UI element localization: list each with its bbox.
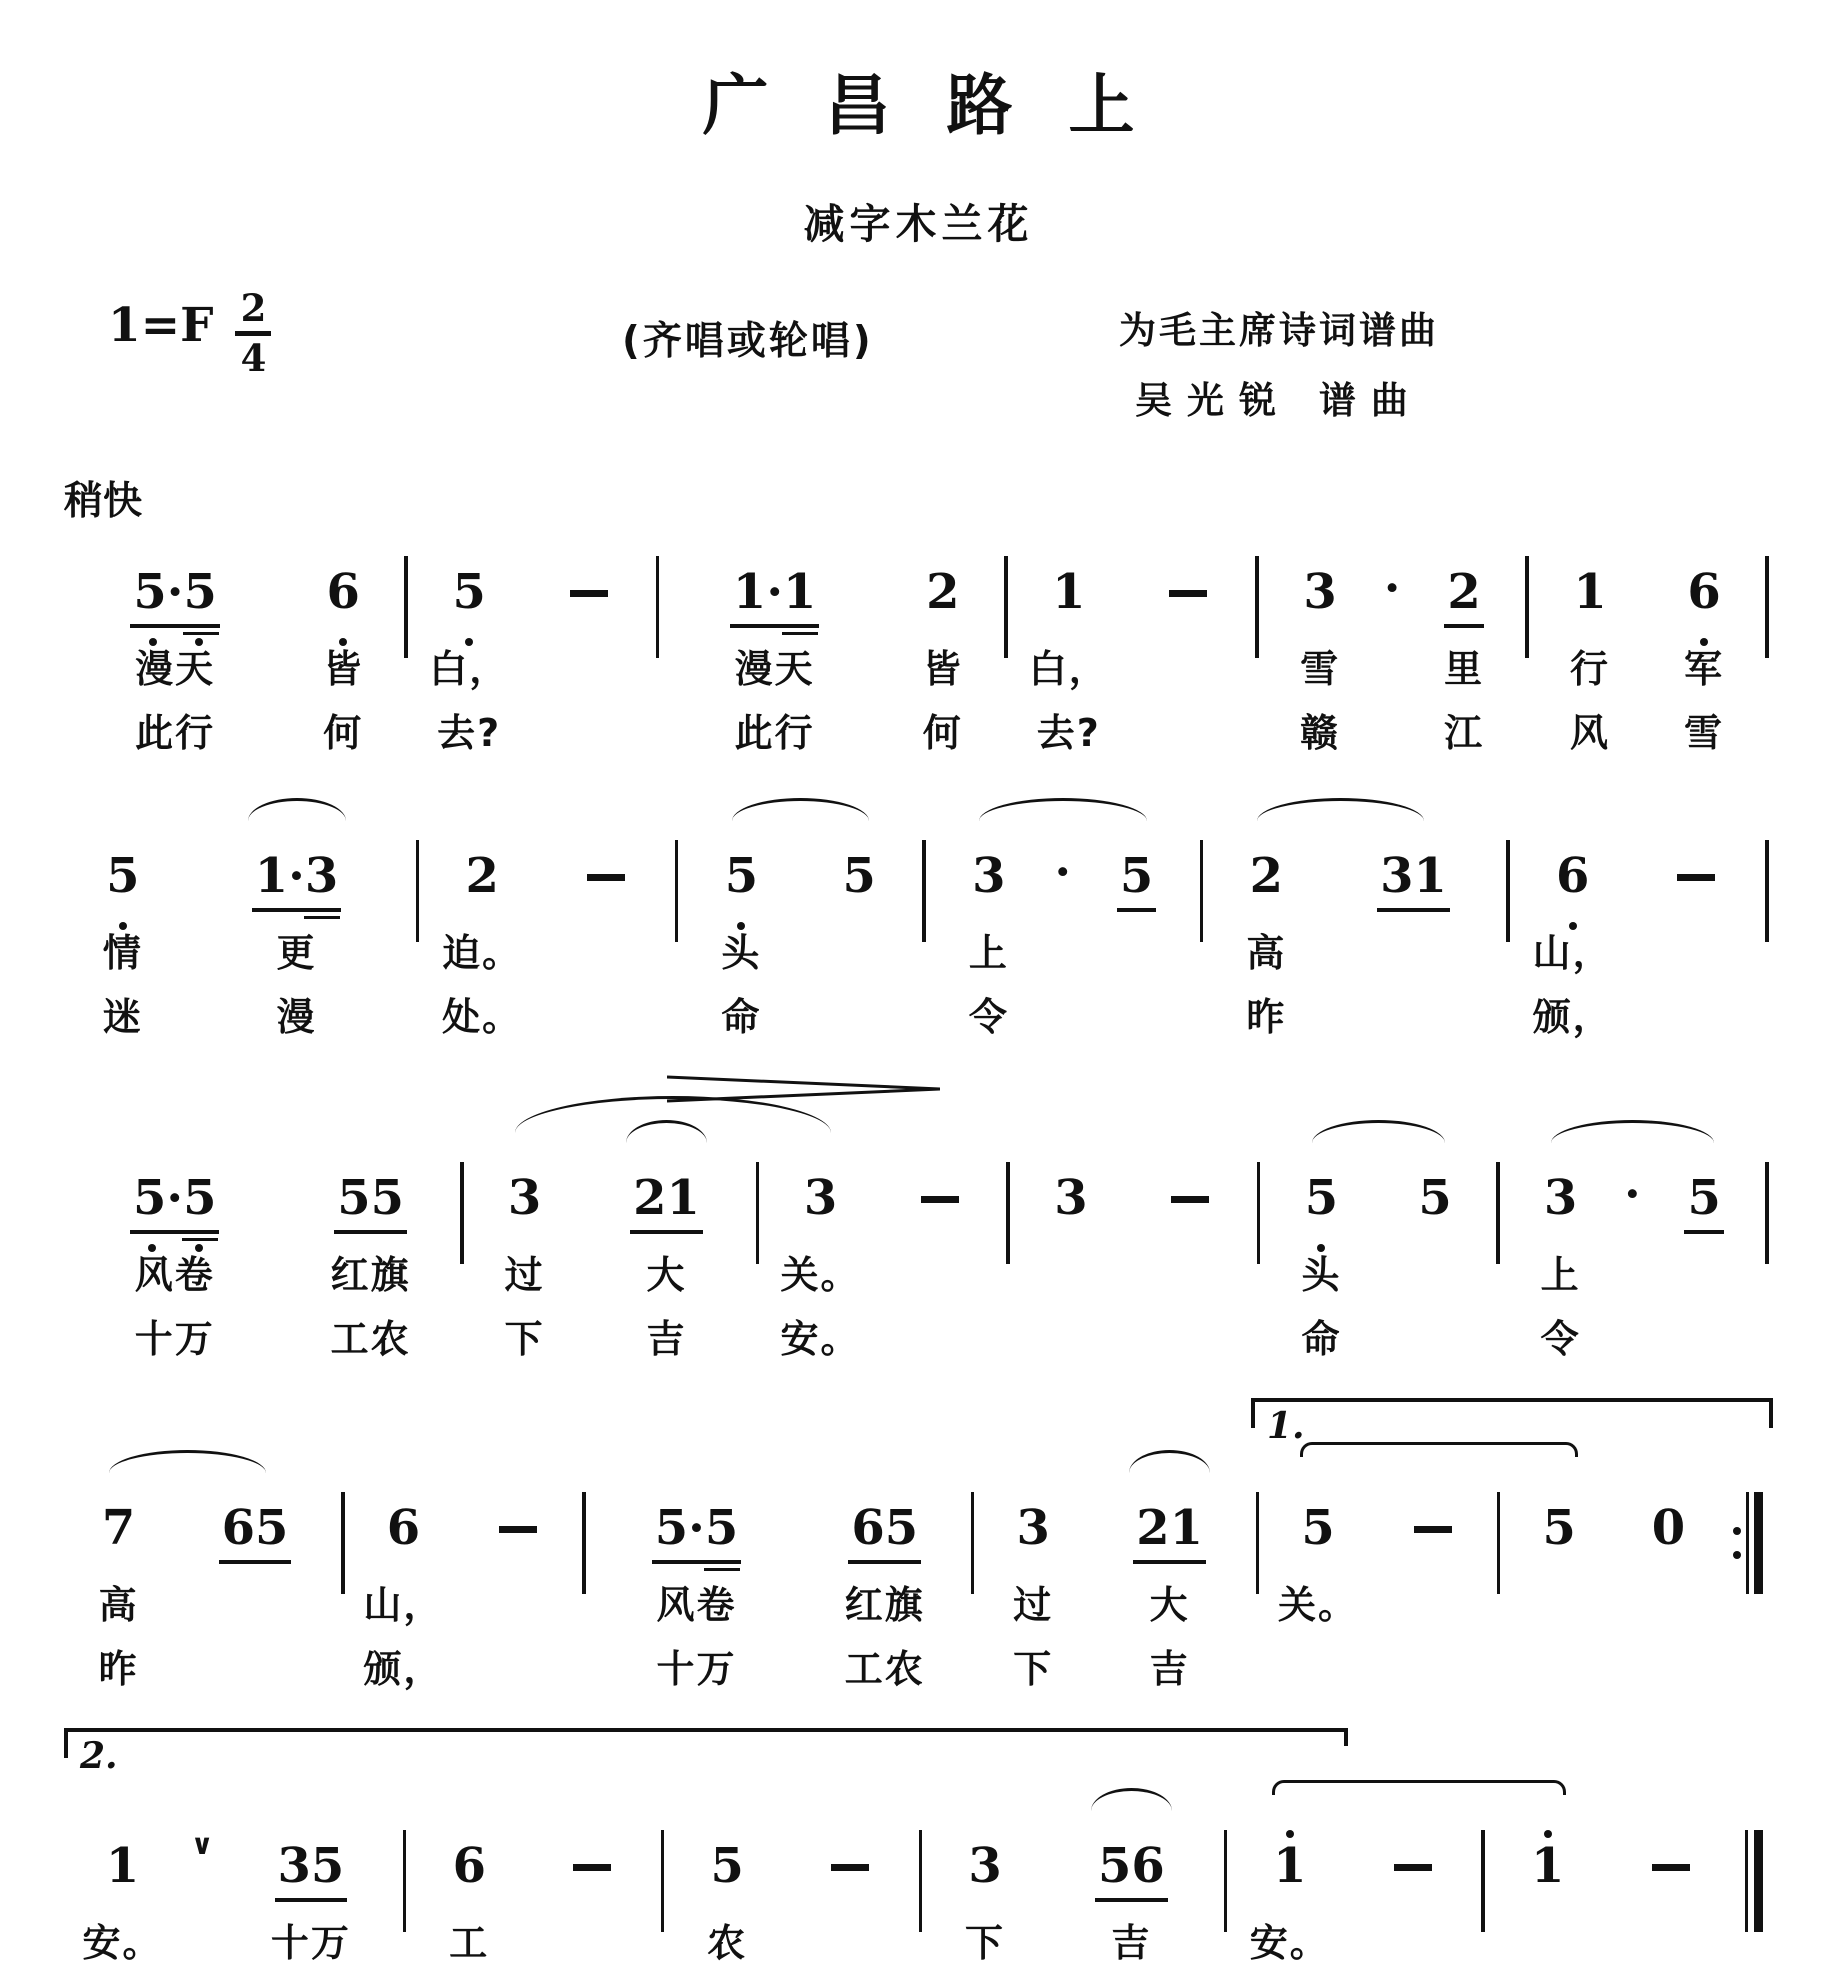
volta-label: 1. [1267,1405,1305,1447]
page-title: 广昌路上 [702,67,1191,144]
lyric-line1: 头 [721,931,762,975]
lyric-line1: 吉 [1111,1921,1152,1965]
barline [1502,838,1514,942]
duration-dash [528,1828,657,1871]
lyric-line2: 昨 [98,1647,139,1691]
low-octave-dot [119,922,127,930]
lyric-line2: 此行 [135,711,216,755]
lyric-line1: 更 [276,931,317,975]
note: 3 雪 赣 [1263,554,1377,766]
music-system-3 [64,1074,1773,1372]
low-octave-dot [195,1244,203,1252]
lyric-line1: 大 [1149,1583,1190,1627]
lyric-line1: 皆 [323,647,364,691]
score [64,536,1773,1976]
key-label: 1=F [108,298,214,353]
lyric-line1: 高 [1246,931,1287,975]
barline [456,1160,468,1264]
slur [248,798,346,821]
lyric-line2: 下 [504,1317,545,1361]
barline [915,1828,927,1932]
note: 6 山， 颁， [1514,838,1632,1050]
repeat-end-barline [1723,1490,1773,1594]
barline [1219,1828,1231,1932]
time-signature [235,286,271,380]
note: 5 头 命 [683,838,801,1050]
lyric-line2: 颁， [363,1647,444,1691]
time-signature-denominator: 4 [240,336,267,380]
duration-dash [786,1828,915,1871]
lyric-line1: 白， [1028,647,1109,691]
volta-bracket [64,1728,1348,1777]
low-octave-dot [148,1244,156,1252]
time-signature-numerator: 2 [240,286,267,330]
barline [1492,1160,1504,1264]
lyric-line2: 雪 [1684,711,1725,755]
lyric-line2: 风 [1570,711,1611,755]
music-system-5 [64,1726,1773,1976]
lyric-line1: 山， [363,1583,444,1627]
slur [979,798,1147,821]
note: 56 吉 [1044,1828,1220,1976]
slur [1129,1450,1210,1473]
lyric-line1: 农 [707,1921,748,1965]
barline [1251,1490,1263,1594]
barline [400,554,412,658]
lyric-line2: 赣 [1300,711,1341,755]
lyric-line1: 十万 [270,1921,351,1965]
barline [671,838,683,942]
barline [1761,554,1773,658]
composer-credits [1064,300,1494,424]
augmentation-dot: · [1383,560,1401,616]
note: 5 白， 去? [412,554,526,766]
lyric-line1: 行 [1570,647,1611,691]
lyric-line1: 里 [1444,647,1485,691]
decrescendo-hairpin [667,1074,940,1104]
lyric-line1: 漫天 [135,647,216,691]
lyric-line2: 何 [922,711,963,755]
barline [1521,554,1533,658]
lyric-line1: 大 [646,1253,687,1297]
music-system-1 [64,536,1773,766]
duration-dash [1348,1828,1477,1871]
performance-note: (齐唱或轮唱) [622,319,874,364]
slur [1312,1120,1445,1143]
lyric-line2: 迷 [102,995,143,1039]
lyric-line1: 过 [504,1253,545,1297]
barline [1253,1160,1265,1264]
note: 1 [1489,1828,1606,1976]
slur [732,798,869,821]
lyric-line1: 关。 [780,1253,861,1297]
tie-bracket [1272,1780,1566,1795]
note: 2 高 昨 [1207,838,1325,1050]
lyric-line1: 安。 [82,1921,163,1965]
lyric-line2: 吉 [646,1317,687,1361]
duration-dash [1606,1828,1735,1871]
lyric-line2: 何 [323,711,364,755]
high-octave-dot [1544,1830,1552,1838]
barline [411,838,423,942]
lyric-line1: 风卷 [656,1583,737,1627]
tie-bracket [1300,1442,1578,1457]
note: 5 [1418,1170,1452,1226]
lyric-line1: 红旗 [330,1253,411,1297]
barline [1477,1828,1489,1932]
augmentation-dot: · [1624,1166,1641,1222]
note: 65 红旗 工农 [803,1490,967,1702]
lyric-line2: 处。 [442,995,523,1039]
lyric-line1: 漫天 [734,647,815,691]
slur [1257,798,1424,821]
lyric-line1: 军 [1684,647,1725,691]
lyric-line2: 令 [1540,1317,1581,1361]
barline [1251,554,1263,658]
low-octave-dot [465,638,473,646]
duration-dash [1126,554,1251,597]
lyric-line2: 安。 [780,1317,861,1361]
note: 5 [1542,1500,1576,1556]
note: 5 情 迷 [64,838,182,1050]
note: 6 皆 何 [286,554,400,766]
duration-dash [541,838,671,881]
note: 6 山， 颁， [349,1490,458,1702]
duration-dash [1128,1160,1253,1203]
note: 1·3 更 漫 [182,838,412,1050]
barline [1493,1490,1505,1594]
note: 3 [1054,1170,1088,1226]
lyric-line1: 下 [965,1921,1006,1965]
lyric-line2: 江 [1444,711,1485,755]
note: 31 [1325,838,1502,1050]
note: 5·5 风卷 十万 [590,1490,803,1702]
barline [657,1828,669,1932]
note: 3 关。 安。 [764,1160,878,1372]
note: 0 [1651,1500,1686,1556]
note: 3 过 下 [468,1160,582,1372]
volta-label: 2. [80,1735,118,1777]
lyric-line2: 命 [1301,1317,1342,1361]
music-system-4 [64,1396,1773,1702]
note: 1 安。 [64,1828,181,1976]
note: 5 关。 [1263,1490,1372,1702]
note: 21 大 吉 [581,1160,751,1372]
credit-line-1: 为毛主席诗词谱曲 [1119,309,1439,352]
barline [399,1828,411,1932]
barline [1195,838,1207,942]
lyric-line2: 十万 [656,1647,737,1691]
note: 5 农 [669,1828,786,1976]
slur [1551,1120,1714,1143]
note: 21 大 吉 [1088,1490,1252,1702]
notation-row [64,554,1773,766]
barline [578,1490,590,1594]
augmentation-dot: · [1054,844,1072,900]
barline [1761,838,1773,942]
lyric-line2: 此行 [734,711,815,755]
lyric-line1: 安。 [1249,1921,1330,1965]
key-signature [108,286,271,380]
note: 3 过 下 [979,1490,1088,1702]
low-octave-dot [339,638,347,646]
lyric-line2: 颁， [1532,995,1613,1039]
note: 2 迫。 处。 [423,838,541,1050]
barline [337,1490,349,1594]
lyric-line1: 迫。 [442,931,523,975]
note: 1 行 风 [1533,554,1647,766]
duration-dash [526,554,651,597]
note: 5 [842,848,876,904]
note: 7 高 昨 [64,1490,173,1702]
low-octave-dot [1317,1244,1325,1252]
barline [1761,1160,1773,1264]
final-barline [1735,1828,1773,1932]
barline [1000,554,1012,658]
lyric-line2: 十万 [134,1317,215,1361]
barline [752,1160,764,1264]
note: 5·5 漫天 此行 [64,554,286,766]
lyric-line1: 高 [98,1583,139,1627]
breath-mark: ∨ [190,1828,214,1861]
lyric-line2: 吉 [1149,1647,1190,1691]
lyric-line1: 过 [1013,1583,1054,1627]
notation-row [64,1490,1773,1702]
credit-line-2: 吴光锐 谱曲 [1135,379,1423,422]
barline [918,838,930,942]
note: 6 工 [411,1828,528,1976]
lyric-line2: 工农 [844,1647,925,1691]
duration-dash [877,1160,1002,1203]
note: 1 白， 去? [1012,554,1126,766]
low-octave-dot [1569,922,1577,930]
slur [1091,1788,1172,1811]
note: 35 十万 [223,1828,399,1976]
note: 1·1 漫天 此行 [664,554,886,766]
lyric-line1: 工 [449,1921,490,1965]
note: 5 [1647,1160,1761,1372]
tempo-marking: 稍快 [64,479,143,524]
lyric-line2: 去? [1036,711,1101,755]
note: 3 上 令 [1504,1160,1618,1372]
music-system-2 [64,790,1773,1050]
duration-dash [458,1490,578,1533]
lyric-line1: 关。 [1278,1583,1359,1627]
note: 2 里 江 [1407,554,1521,766]
lyric-line2: 命 [721,995,762,1039]
high-octave-dot [1286,1830,1294,1838]
lyric-line2: 去? [437,711,502,755]
low-octave-dot [195,638,203,646]
note: 1 安。 [1231,1828,1348,1976]
low-octave-dot [1700,638,1708,646]
lyric-line2: 令 [968,995,1009,1039]
note: 5 [1078,838,1196,1050]
lyric-line1: 白， [429,647,510,691]
lyric-line2: 工农 [330,1317,411,1361]
notation-row [64,1160,1773,1372]
barline [652,554,664,658]
note: 2 皆 何 [886,554,1000,766]
barline [1002,1160,1014,1264]
lyric-line2: 昨 [1246,995,1287,1039]
duration-dash [1373,1490,1493,1533]
notation-row [64,1828,1773,1976]
meta-row [64,288,1773,456]
low-octave-dot [149,638,157,646]
note: 3 下 [927,1828,1044,1976]
low-octave-dot [737,922,745,930]
slur [109,1450,266,1473]
notation-row [64,838,1773,1050]
barline [967,1490,979,1594]
subtitle-tune-name: 减字木兰花 [803,200,1034,248]
note: 3 上 令 [930,838,1048,1050]
lyric-line1: 山， [1532,931,1613,975]
lyric-line1: 头 [1301,1253,1342,1297]
lyric-line1: 风卷 [134,1253,215,1297]
note: 65 [173,1490,337,1702]
note: 5·5 风卷 十万 [64,1160,285,1372]
lyric-line1: 情 [102,931,143,975]
note: 6 军 雪 [1647,554,1761,766]
lyric-line1: 雪 [1300,647,1341,691]
lyric-line2: 下 [1013,1647,1054,1691]
lyric-line1: 皆 [922,647,963,691]
volta-bracket [1251,1398,1773,1447]
note: 55 红旗 工农 [285,1160,455,1372]
lyric-line1: 上 [1540,1253,1581,1297]
duration-dash [1632,838,1762,881]
lyric-line2: 漫 [276,995,317,1039]
lyric-line1: 红旗 [844,1583,925,1627]
lyric-line1: 上 [968,931,1009,975]
note: 5 头 命 [1265,1160,1379,1372]
